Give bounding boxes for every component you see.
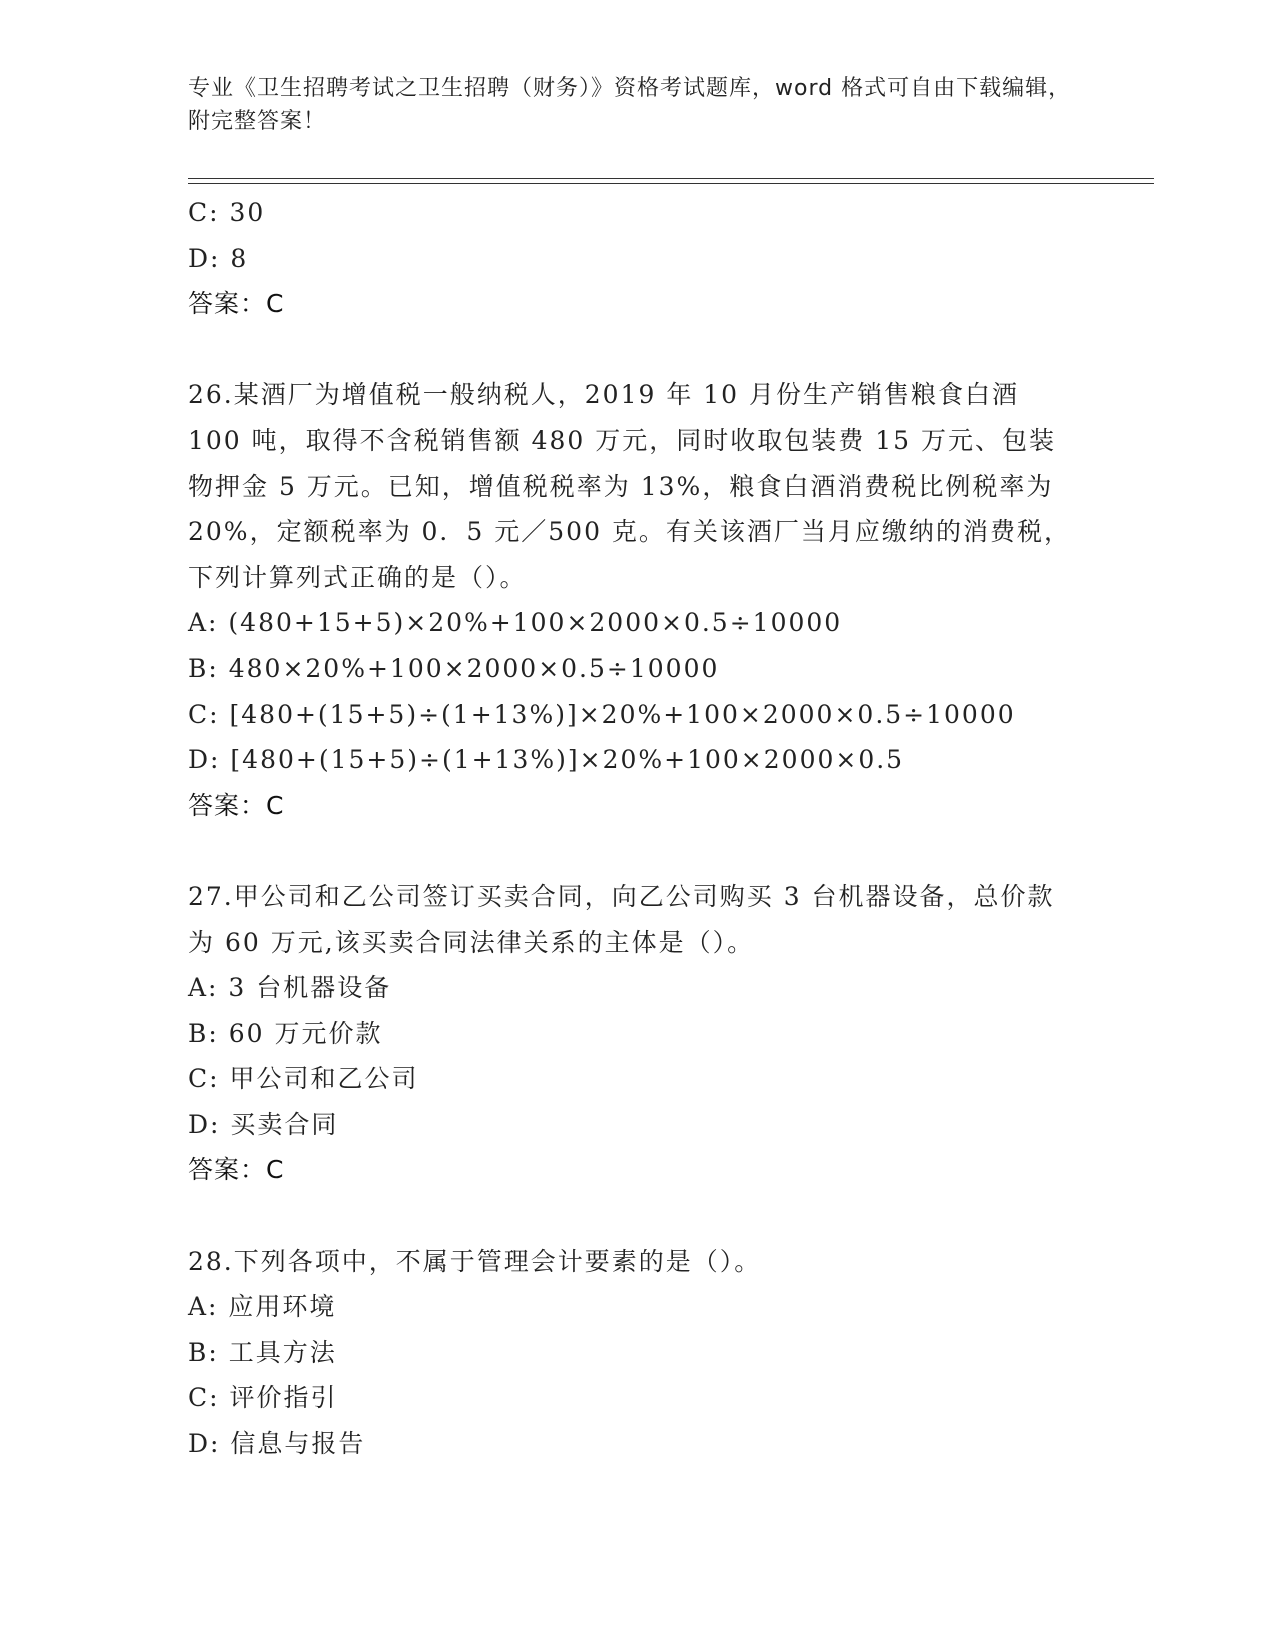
option-d: D: 8 bbox=[188, 243, 249, 273]
header-rule-bottom bbox=[188, 183, 1154, 184]
option-d: D: [480+(15+5)÷(1+13%)]×20%+100×2000×0.5 bbox=[188, 745, 905, 775]
option-c: C: 甲公司和乙公司 bbox=[188, 1064, 419, 1094]
question-stem-26: 26.某酒厂为增值税一般纳税人，2019 年 10 月份生产销售粮食白酒 100 吨，取得不含税销售额 480 万元，同时收取包装费 15 万元、包装物押金 5 万元。已知，增值税税率为 13%，粮食白酒消费税比例税率为 20%，定额税率为 0．5 元／500 克。有关该酒厂当月应缴纳的消费税，下列计算列式正确的是（）。 bbox=[188, 380, 1071, 592]
document-header: 专业《卫生招聘考试之卫生招聘（财务）》资格考试题库，word 格式可自由下载编辑，附完整答案！ bbox=[188, 76, 1072, 134]
spacer bbox=[188, 327, 1088, 373]
option-a: A: 3 台机器设备 bbox=[188, 973, 392, 1003]
option-b: B: 60 万元价款 bbox=[188, 1018, 383, 1048]
answer-line: 答案：C bbox=[188, 790, 285, 820]
question-stem-28: 28.下列各项中，不属于管理会计要素的是（）。 bbox=[188, 1246, 762, 1276]
spacer bbox=[188, 1193, 1088, 1239]
spacer bbox=[188, 828, 1088, 874]
option-d: D: 买卖合同 bbox=[188, 1109, 339, 1139]
option-a: A: (480+15+5)×20%+100×2000×0.5÷10000 bbox=[188, 608, 843, 638]
option-b: B: 480×20%+100×2000×0.5÷10000 bbox=[188, 653, 720, 683]
option-c: C: [480+(15+5)÷(1+13%)]×20%+100×2000×0.5÷10000 bbox=[188, 699, 1016, 729]
question-list bbox=[188, 190, 1088, 1467]
header-rule-top bbox=[188, 178, 1154, 179]
option-c: C: 评价指引 bbox=[188, 1383, 338, 1413]
question-stem-27: 27.甲公司和乙公司签订买卖合同，向乙公司购买 3 台机器设备，总价款为 60 万元,该买卖合同法律关系的主体是（）。 bbox=[188, 881, 1055, 957]
option-b: B: 工具方法 bbox=[188, 1337, 337, 1367]
option-c: C: 30 bbox=[188, 198, 266, 227]
option-d: D: 信息与报告 bbox=[188, 1429, 366, 1459]
answer-line: 答案：C bbox=[188, 1155, 285, 1185]
answer-line: 答案：C bbox=[188, 289, 285, 319]
option-a: A: 应用环境 bbox=[188, 1292, 337, 1322]
